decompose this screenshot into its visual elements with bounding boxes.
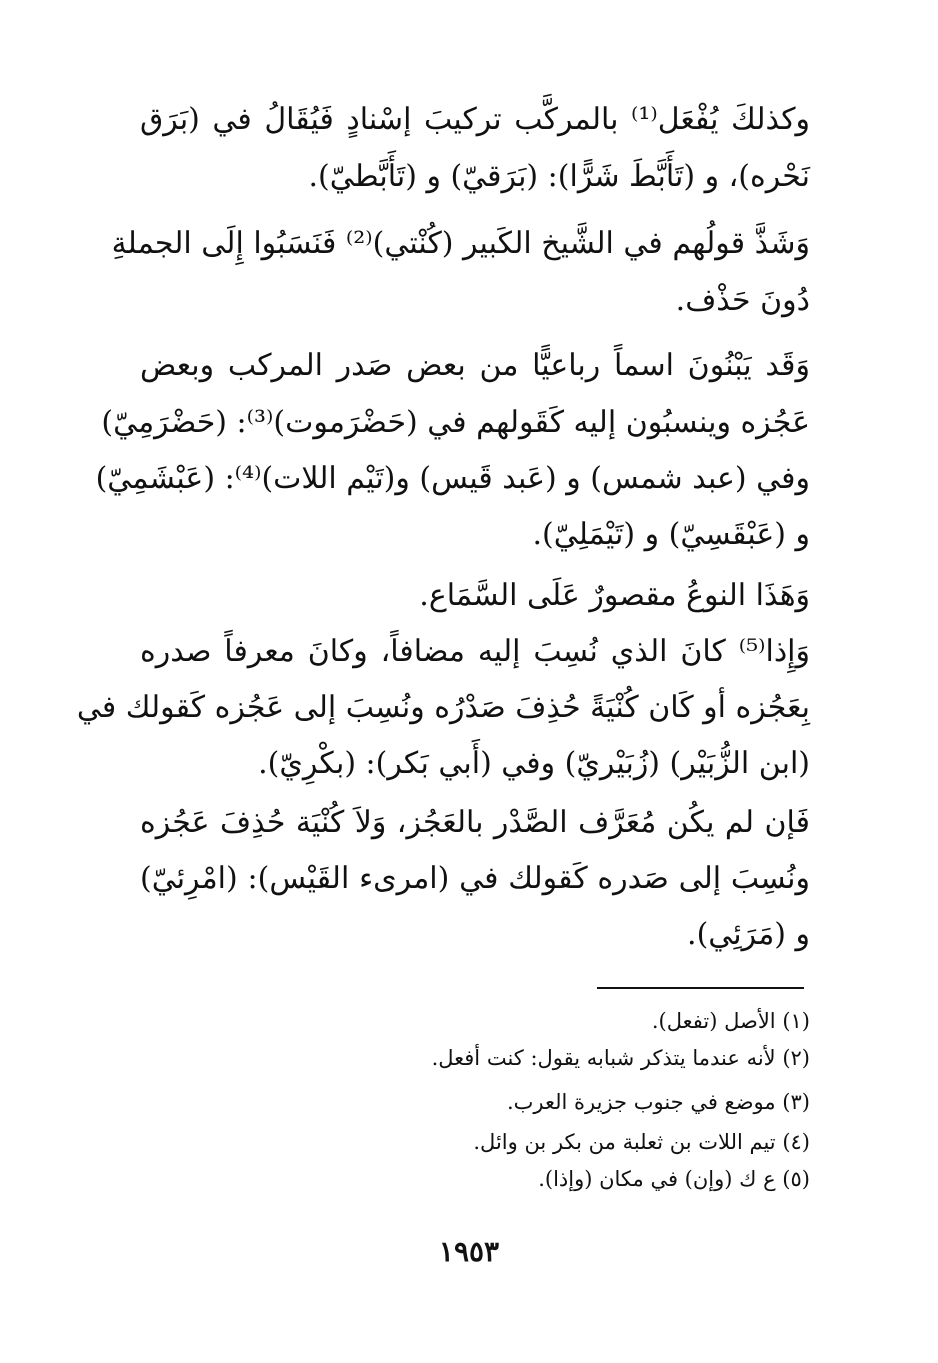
page-number: ١٩٥٣ bbox=[438, 1235, 500, 1268]
body-line: بِعَجُزه أو كَان كُنْيَةً حُذِفَ صَدْرُه ونُسِبَ إلى عَجُزه كَقولك في bbox=[76, 690, 810, 725]
body-line: وَقَد يَبْنُونَ اسماً رباعيًّا من بعض صَدر المركب وبعض bbox=[140, 348, 810, 383]
body-line: دُونَ حَذْف. bbox=[675, 283, 810, 318]
body-line: و (عَبْقَسِيّ) و (تَيْمَلِيّ). bbox=[532, 517, 810, 552]
footnote: (٢) لأنه عندما يتذكر شبابه يقول: كنت أفعل. bbox=[431, 1046, 810, 1070]
body-line: وَإِذا⁽⁵⁾ كانَ الذي نُسِبَ إليه مضافاً، وكانَ معرفاً صدره bbox=[140, 634, 810, 669]
body-line: نَحْره)، و (تَأَبَّطَ شَرًّا): (بَرَقيّ) و (تَأَبَّطيّ). bbox=[308, 159, 810, 194]
footnote: (١) الأصل (تفعل). bbox=[651, 1009, 810, 1033]
body-line: وكذلكَ يُفْعَل⁽¹⁾ بالمركَّب تركيبَ إسْنادٍ فَيُقَالُ في (بَرَق bbox=[140, 102, 810, 137]
footnote: (٥) ع ك (وإن) في مكان (وإذا). bbox=[538, 1167, 810, 1191]
body-line: (ابن الزُّبَيْر) (زُبَيْريّ) وفي (أَبي بَكر): (بكْرِيّ). bbox=[258, 746, 810, 781]
body-line: وَهَذَا النوعُ مقصورٌ عَلَى السَّمَاع. bbox=[419, 578, 810, 613]
body-line: وفي (عبد شمس) و (عَبد قَيس) و(تَيْم اللات)⁽⁴⁾: (عَبْشَمِيّ) bbox=[95, 461, 810, 496]
body-line: وَشَذَّ قولُهم في الشَّيخ الكَبير (كُنْتي)⁽²⁾ فَنَسَبُوا إِلَى الجملةِ bbox=[111, 226, 810, 261]
footnote: (٤) تيم اللات بن ثعلبة من بكر بن وائل. bbox=[473, 1130, 810, 1154]
body-line: عَجُزه وينسبُون إليه كَقَولهم في (حَضْرَموت)⁽³⁾: (حَضْرَمِيّ) bbox=[101, 405, 810, 440]
body-line: و (مَرَئِي). bbox=[687, 917, 810, 952]
body-line: ونُسِبَ إلى صَدره كَقولك في (امرىء القَيْس): (امْرِئيّ) bbox=[140, 861, 810, 896]
footnote-separator bbox=[597, 987, 804, 989]
body-line: فَإن لم يكُن مُعَرَّف الصَّدْر بالعَجُز، وَلاَ كُنْيَة حُذِفَ عَجُزه bbox=[140, 805, 810, 840]
footnote: (٣) موضع في جنوب جزيرة العرب. bbox=[506, 1090, 810, 1114]
